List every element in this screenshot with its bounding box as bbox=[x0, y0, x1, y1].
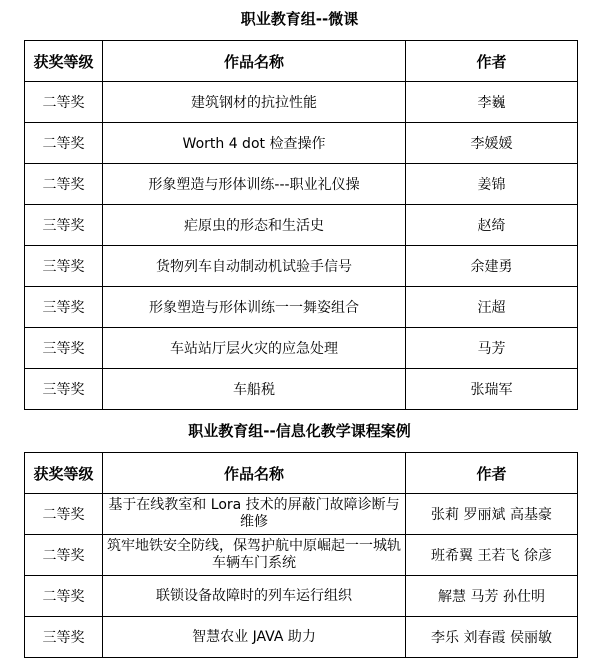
header-author: 作者 bbox=[406, 41, 578, 82]
header-work-title: 作品名称 bbox=[103, 41, 406, 82]
cell-work-title: 联锁设备故障时的列车运行组织 bbox=[103, 576, 406, 617]
cell-award-level: 二等奖 bbox=[25, 535, 103, 576]
cell-author: 汪超 bbox=[406, 287, 578, 328]
table-row bbox=[25, 576, 578, 617]
teaching-case-award-table bbox=[24, 452, 578, 658]
table-row bbox=[25, 617, 578, 658]
table-row bbox=[25, 164, 578, 205]
cell-award-level: 二等奖 bbox=[25, 123, 103, 164]
cell-award-level: 三等奖 bbox=[25, 369, 103, 410]
cell-author: 马芳 bbox=[406, 328, 578, 369]
section-1-title: 职业教育组--微课 bbox=[240, 10, 359, 28]
cell-work-title: 智慧农业 JAVA 助力 bbox=[103, 617, 406, 658]
table-header-row bbox=[25, 41, 578, 82]
cell-author: 张莉 罗丽斌 高基豪 bbox=[406, 494, 578, 535]
table-row bbox=[25, 328, 578, 369]
table-row bbox=[25, 535, 578, 576]
table-header-row bbox=[25, 453, 578, 494]
cell-author: 姜锦 bbox=[406, 164, 578, 205]
cell-author: 李巍 bbox=[406, 82, 578, 123]
cell-work-title: 疟原虫的形态和生活史 bbox=[103, 205, 406, 246]
cell-work-title: 车船税 bbox=[103, 369, 406, 410]
cell-work-title: 基于在线教室和 Lora 技术的屏蔽门故障诊断与维修 bbox=[103, 494, 406, 535]
table-row bbox=[25, 82, 578, 123]
header-award-level: 获奖等级 bbox=[25, 453, 103, 494]
cell-author: 余建勇 bbox=[406, 246, 578, 287]
header-award-level: 获奖等级 bbox=[25, 41, 103, 82]
table-row bbox=[25, 246, 578, 287]
table-row bbox=[25, 494, 578, 535]
cell-author: 李乐 刘春霞 侯丽敏 bbox=[406, 617, 578, 658]
cell-award-level: 二等奖 bbox=[25, 494, 103, 535]
cell-award-level: 二等奖 bbox=[25, 576, 103, 617]
table-row bbox=[25, 123, 578, 164]
cell-work-title: 形象塑造与形体训练一一舞姿组合 bbox=[103, 287, 406, 328]
cell-award-level: 三等奖 bbox=[25, 287, 103, 328]
cell-award-level: 三等奖 bbox=[25, 205, 103, 246]
cell-work-title: 形象塑造与形体训练---职业礼仪操 bbox=[103, 164, 406, 205]
cell-work-title: 货物列车自动制动机试验手信号 bbox=[103, 246, 406, 287]
cell-author: 李媛媛 bbox=[406, 123, 578, 164]
cell-award-level: 二等奖 bbox=[25, 82, 103, 123]
cell-award-level: 三等奖 bbox=[25, 246, 103, 287]
cell-author: 赵绮 bbox=[406, 205, 578, 246]
header-work-title: 作品名称 bbox=[103, 453, 406, 494]
cell-work-title: 筑牢地铁安全防线，保驾护航中原崛起一一城轨车辆车门系统 bbox=[103, 535, 406, 576]
cell-work-title: 建筑钢材的抗拉性能 bbox=[103, 82, 406, 123]
cell-award-level: 二等奖 bbox=[25, 164, 103, 205]
header-author: 作者 bbox=[406, 453, 578, 494]
cell-author: 张瑞军 bbox=[406, 369, 578, 410]
cell-award-level: 三等奖 bbox=[25, 617, 103, 658]
table-row bbox=[25, 205, 578, 246]
section-2-title: 职业教育组--信息化教学课程案例 bbox=[188, 422, 411, 440]
table-row bbox=[25, 369, 578, 410]
cell-work-title: Worth 4 dot 检查操作 bbox=[103, 123, 406, 164]
cell-work-title: 车站站厅层火灾的应急处理 bbox=[103, 328, 406, 369]
table-row bbox=[25, 287, 578, 328]
cell-award-level: 三等奖 bbox=[25, 328, 103, 369]
cell-author: 解慧 马芳 孙仕明 bbox=[406, 576, 578, 617]
micro-course-award-table bbox=[24, 40, 578, 410]
cell-author: 班希翼 王若飞 徐彦 bbox=[406, 535, 578, 576]
